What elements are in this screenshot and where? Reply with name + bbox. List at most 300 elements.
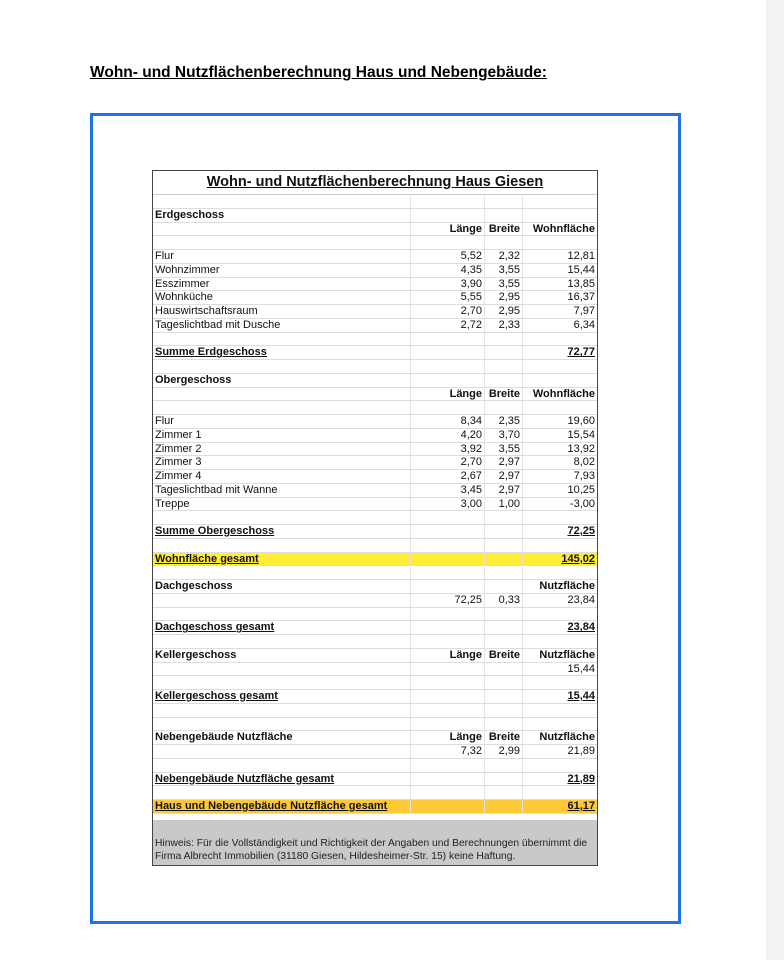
item-row [153,663,597,677]
label-cell [153,580,411,593]
empty-row [153,236,597,250]
length-cell [411,731,485,744]
area-cell [523,278,597,291]
length-cell [411,676,485,689]
area-cell [523,415,597,428]
header-row [153,649,597,663]
label-cell [153,401,411,414]
cell-text: Zimmer 4 [155,470,202,482]
cell-text: 8,34 [460,415,482,427]
cell-text: 13,92 [567,442,595,455]
cell-text: 2,70 [460,456,482,469]
cell-text: -3,00 [569,497,595,510]
width-cell [485,278,523,291]
cell-text: Hauswirtschaftsraum [155,305,258,317]
cell-text: Nutzfläche [539,580,595,592]
cell-text: 15,44 [567,662,595,675]
area-cell [523,319,597,332]
empty-row [153,333,597,347]
area-cell [523,443,597,456]
label-cell [153,250,411,263]
cell-text: 3,55 [498,263,520,276]
header-row [153,731,597,745]
area-cell [523,580,597,593]
length-cell [411,539,485,552]
label-cell [153,498,411,511]
empty-row [153,635,597,649]
cell-text: 15,44 [567,263,595,276]
cell-text: Kellergeschoss [155,648,237,661]
label-cell: Erdgeschoss [153,209,411,222]
cell-text: 2,35 [498,415,520,427]
length-cell [411,360,485,373]
cell-text: Wohnküche [155,291,213,304]
cell-text: Breite [488,731,520,744]
sheet-title: Wohn- und Nutzflächenberechnung Haus Giesen [153,171,597,195]
page-edge [766,0,784,960]
cell-text: Nebengebäude Nutzfläche gesamt [155,772,335,785]
label-cell [153,456,411,469]
cell-text: Tageslichtbad mit Dusche [155,318,281,331]
cell-text: 6,34 [573,318,595,331]
length-cell [411,443,485,456]
label-cell [153,333,411,346]
label-cell [153,539,411,552]
label-cell [153,511,411,524]
length-cell [411,690,485,703]
cell-text: Treppe [155,497,190,510]
cell-text: Wohnzimmer [155,263,220,276]
length-cell [411,663,485,676]
page-heading: Wohn- und Nutzflächenberechnung Haus und Nebengebäude: [90,64,547,81]
area-cell [523,209,597,222]
cell-text: Flur [155,415,174,427]
area-cell [523,333,597,346]
width-cell [485,360,523,373]
area-cell [523,346,597,359]
area-cell [523,718,597,731]
area-cell [523,704,597,717]
area-calculation-sheet [152,170,598,866]
width-cell [485,223,523,236]
cell-text: 21,89 [567,772,595,785]
item-row [153,484,597,498]
area-cell [523,511,597,524]
area-cell [523,498,597,511]
label-cell [153,663,411,676]
area-cell [523,566,597,579]
width-cell [485,731,523,744]
area-cell [523,236,597,249]
length-cell [411,264,485,277]
length-cell [411,484,485,497]
label-cell [153,731,411,744]
length-cell [411,745,485,758]
cell-text: 7,32 [460,745,482,757]
area-cell [523,773,597,786]
length-cell [411,346,485,359]
cell-text: 1,00 [498,497,520,510]
cell-text: 2,32 [498,250,520,262]
length-cell [411,553,485,566]
item-row [153,305,597,319]
width-cell [485,456,523,469]
cell-text: 12,81 [567,250,595,262]
label-cell [153,676,411,689]
length-cell [411,456,485,469]
area-cell [523,291,597,304]
cell-text: 7,97 [573,305,595,317]
cell-text: Wohnfläche [532,222,595,235]
item-row [153,456,597,470]
empty-row [153,608,597,622]
area-cell [523,800,597,813]
header-row [153,580,597,594]
empty-row [153,539,597,553]
width-cell [485,704,523,717]
cell-text: 2,70 [460,305,482,317]
width-cell [485,800,523,813]
area-cell [523,621,597,634]
area-cell [523,786,597,799]
section-row [153,209,597,223]
label-cell [153,223,411,236]
cell-text: 5,55 [460,291,482,304]
cell-text: Haus und Nebengebäude Nutzfläche gesamt [155,800,388,812]
cell-text: Nutzfläche [539,648,595,661]
area-cell [523,553,597,566]
width-cell [485,773,523,786]
length-cell [411,236,485,249]
cell-text: 19,60 [567,415,595,427]
sum-row [153,621,597,635]
width-cell [485,333,523,346]
cell-text: Nebengebäude Nutzfläche [155,731,293,744]
width-cell [485,511,523,524]
cell-text: 2,97 [498,456,520,469]
width-cell [485,401,523,414]
label-cell [153,718,411,731]
length-cell [411,401,485,414]
label-cell [153,443,411,456]
cell-text: 2,95 [498,291,520,304]
cell-text: 3,92 [460,442,482,455]
cell-text: 23,84 [567,593,595,606]
length-cell [411,800,485,813]
cell-text: 16,37 [567,291,595,304]
width-cell [485,305,523,318]
area-cell [523,759,597,772]
area-cell [523,470,597,483]
cell-text: 15,44 [567,690,595,702]
label-cell [153,264,411,277]
length-cell [411,635,485,648]
cell-text: Dachgeschoss gesamt [155,621,275,634]
width-cell [485,374,523,387]
label-cell [153,704,411,717]
length-cell [411,621,485,634]
label-cell [153,621,411,634]
header-row [153,388,597,402]
cell-text: Zimmer 2 [155,442,202,455]
length-cell [411,250,485,263]
cell-text: 4,20 [460,428,482,441]
width-cell [485,195,523,208]
area-cell [523,663,597,676]
width-cell [485,594,523,607]
cell-text: Zimmer 3 [155,456,202,469]
width-cell [485,236,523,249]
cell-text: 72,25 [567,525,595,537]
width-cell [485,388,523,401]
item-row [153,594,597,608]
sum-row [153,773,597,787]
empty-row [153,786,597,800]
label-cell [153,305,411,318]
cell-text: 145,02 [561,552,595,565]
empty-row [153,759,597,773]
length-cell [411,429,485,442]
item-row [153,264,597,278]
width-cell [485,319,523,332]
item-row [153,319,597,333]
item-row [153,470,597,484]
label-cell [153,594,411,607]
empty-row [153,511,597,525]
cell-text: 0,33 [498,593,520,606]
width-cell [485,346,523,359]
length-cell [411,759,485,772]
cell-text: 3,45 [460,483,482,496]
cell-text: 21,89 [567,745,595,757]
length-cell [411,291,485,304]
cell-text: 3,70 [498,428,520,441]
cell-text: 13,85 [567,277,595,290]
width-cell [485,539,523,552]
empty-row [153,195,597,209]
cell-text: 8,02 [573,456,595,469]
cell-text: 3,90 [460,277,482,290]
label-cell [153,415,411,428]
label-cell [153,236,411,249]
label-cell [153,690,411,703]
length-cell [411,470,485,483]
length-cell [411,415,485,428]
area-cell [523,195,597,208]
width-cell [485,553,523,566]
cell-text: 7,93 [573,470,595,482]
length-cell [411,566,485,579]
width-cell [485,291,523,304]
area-cell [523,401,597,414]
length-cell [411,773,485,786]
cell-text: Wohnfläche gesamt [155,552,259,565]
cell-text: 2,95 [498,305,520,317]
length-cell [411,704,485,717]
cell-text: Wohnfläche [532,387,595,400]
cell-text: 3,55 [498,277,520,290]
cell-text: 2,99 [498,745,520,757]
cell-text: 72,25 [454,593,482,606]
item-row [153,429,597,443]
area-cell [523,745,597,758]
width-cell [485,429,523,442]
length-cell [411,209,485,222]
sum-row [153,800,597,814]
header-row [153,223,597,237]
cell-text: Breite [488,222,520,235]
label-cell [153,360,411,373]
cell-text: 3,55 [498,442,520,455]
length-cell [411,525,485,538]
label-cell [153,278,411,291]
label-cell [153,429,411,442]
length-cell [411,498,485,511]
length-cell [411,388,485,401]
area-cell [523,264,597,277]
length-cell [411,511,485,524]
length-cell [411,649,485,662]
cell-text: 2,97 [498,470,520,482]
cell-text: Summe Obergeschoss [155,525,275,537]
label-cell [153,608,411,621]
width-cell [485,415,523,428]
label-cell: Obergeschoss [153,374,411,387]
width-cell [485,250,523,263]
width-cell [485,484,523,497]
width-cell [485,498,523,511]
width-cell [485,621,523,634]
area-cell [523,690,597,703]
item-row [153,443,597,457]
area-cell [523,608,597,621]
disclaimer-note: Hinweis: Für die Vollständigkeit und Richtigkeit der Angaben und Berechnungen übernimmt die Firma Albrecht Immobilien (31180 Giesen, Hildesheimer-Str. 15) keine Haftung. [153,820,597,865]
sum-row [153,346,597,360]
empty-row [153,676,597,690]
label-cell [153,649,411,662]
area-cell [523,305,597,318]
label-cell [153,346,411,359]
label-cell [153,470,411,483]
width-cell [485,264,523,277]
label-cell [153,525,411,538]
item-row [153,745,597,759]
length-cell [411,580,485,593]
label-cell [153,800,411,813]
width-cell [485,608,523,621]
item-row [153,415,597,429]
length-cell [411,374,485,387]
width-cell [485,786,523,799]
cell-text: 61,17 [567,800,595,812]
cell-text: Summe Erdgeschoss [155,346,267,359]
cell-text: 23,84 [567,621,595,634]
label-cell [153,195,411,208]
area-cell [523,525,597,538]
area-cell [523,388,597,401]
empty-row [153,360,597,374]
label-cell [153,773,411,786]
area-cell [523,649,597,662]
width-cell [485,718,523,731]
area-cell [523,374,597,387]
width-cell [485,745,523,758]
area-cell [523,250,597,263]
area-cell [523,731,597,744]
cell-text: 2,67 [460,470,482,482]
label-cell [153,745,411,758]
cell-text: Länge [449,222,482,235]
length-cell [411,223,485,236]
width-cell [485,635,523,648]
item-row [153,278,597,292]
cell-text: Esszimmer [155,277,210,290]
cell-text: Zimmer 1 [155,428,202,441]
sum-row [153,553,597,567]
area-cell [523,594,597,607]
cell-text: Länge [449,387,482,400]
length-cell [411,786,485,799]
cell-text: 2,33 [498,318,520,331]
area-cell [523,676,597,689]
empty-row [153,704,597,718]
width-cell [485,525,523,538]
cell-text: 5,52 [460,250,482,262]
cell-text: 3,00 [460,497,482,510]
area-cell [523,456,597,469]
width-cell [485,566,523,579]
width-cell [485,690,523,703]
area-cell [523,429,597,442]
sum-row [153,525,597,539]
length-cell [411,278,485,291]
length-cell [411,319,485,332]
length-cell [411,195,485,208]
label-cell [153,786,411,799]
label-cell [153,484,411,497]
label-cell [153,388,411,401]
cell-text: 72,77 [567,346,595,359]
empty-row [153,566,597,580]
item-row [153,250,597,264]
label-cell [153,566,411,579]
cell-text: 15,54 [567,428,595,441]
label-cell [153,553,411,566]
label-cell [153,759,411,772]
length-cell [411,718,485,731]
cell-text: Breite [488,648,520,661]
width-cell [485,649,523,662]
width-cell [485,759,523,772]
item-row [153,291,597,305]
area-cell [523,539,597,552]
empty-row [153,718,597,732]
width-cell [485,470,523,483]
label-cell [153,319,411,332]
cell-text: Nutzfläche [539,731,595,744]
cell-text: Breite [488,387,520,400]
label-cell [153,291,411,304]
cell-text: 2,97 [498,483,520,496]
length-cell [411,608,485,621]
cell-text: Flur [155,250,174,262]
width-cell [485,209,523,222]
width-cell [485,443,523,456]
sheet-rows [153,195,597,814]
cell-text: Kellergeschoss gesamt [155,690,278,702]
cell-text: Länge [449,648,482,661]
section-row [153,374,597,388]
